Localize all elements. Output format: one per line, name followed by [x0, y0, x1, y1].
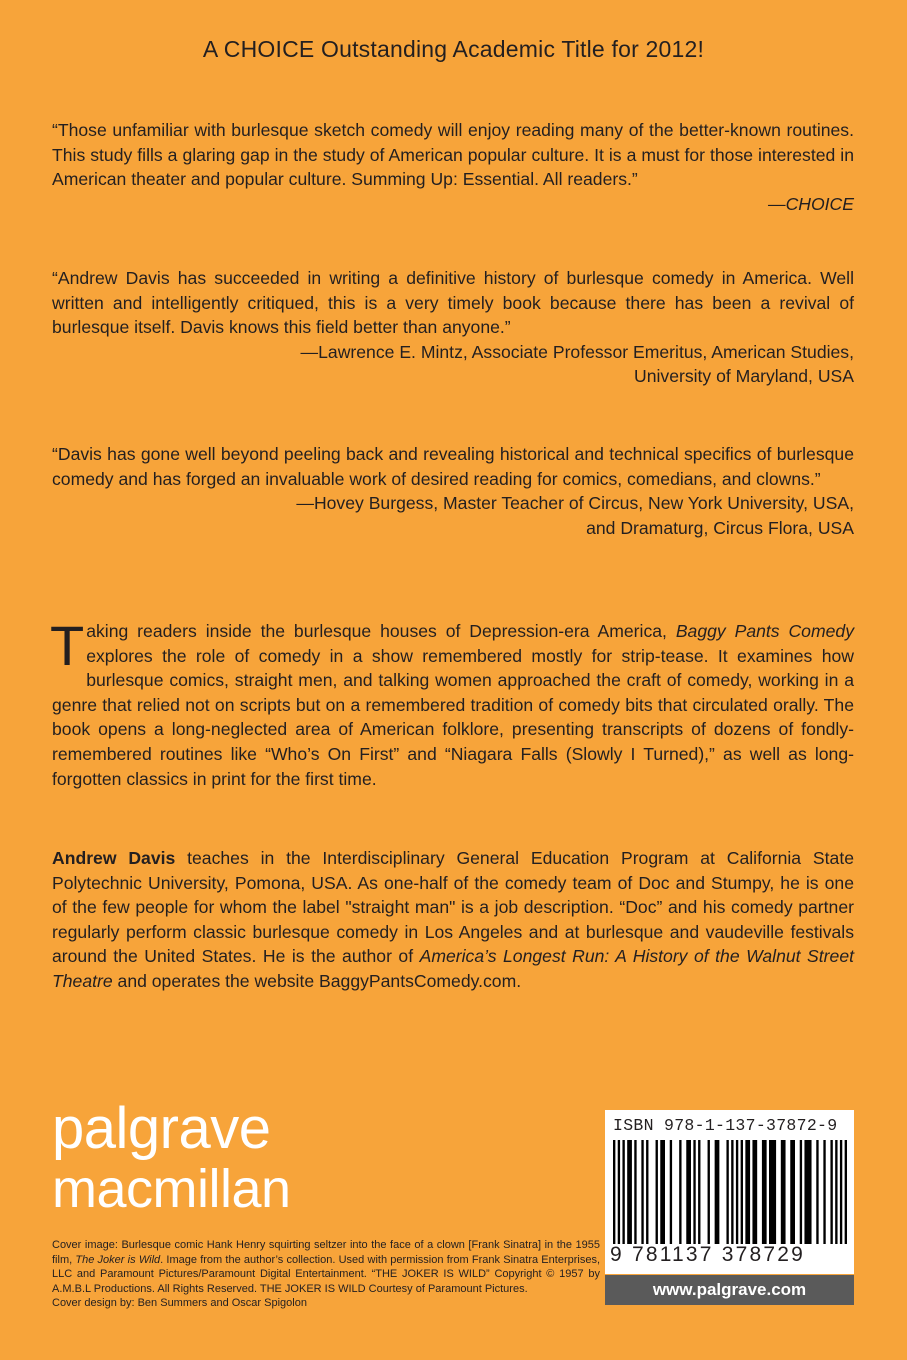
- review-quote: “Andrew Davis has succeeded in writing a definitive history of burlesque comedy in America. Well written and intelligently critiqued, this is a very timely book because there has been a revival of burlesque itself. Davis knows this field better than anyone.”: [52, 268, 854, 338]
- barcode-bar: [745, 1140, 750, 1244]
- barcode-bar: [670, 1140, 672, 1244]
- book-description: [50, 614, 854, 791]
- review-burgess: [52, 442, 854, 540]
- publisher-logo-line2: macmillan: [52, 1159, 291, 1219]
- review-choice: [52, 118, 854, 216]
- review-attribution-affiliation: University of Maryland, USA: [634, 366, 854, 387]
- barcode-bar: [641, 1140, 643, 1244]
- barcode-bar: [613, 1140, 615, 1244]
- barcode-bar: [715, 1140, 720, 1244]
- author-bio: [52, 846, 854, 994]
- author-bio-text: teaches in the Interdisciplinary General Education Program at California State Polytechnic University, Pomona, USA. As one-half of the comedy team of Doc and Stumpy, he is one of the few people for whom the label "straight man" is a job description. “Doc” and his comedy partner regularly perform classic burlesque comedy in Los Angeles and at burlesque and vaudeville festivals around the United States. He is the author of: [52, 848, 854, 967]
- design-credit: Cover design by: Ben Summers and Oscar Spigolon: [52, 1297, 307, 1310]
- barcode-bar: [752, 1140, 757, 1244]
- barcode-bar: [622, 1140, 624, 1244]
- review-attribution-affiliation: and Dramaturg, Circus Flora, USA: [586, 517, 854, 538]
- barcode-bar: [830, 1140, 832, 1244]
- isbn-barcode: [605, 1110, 854, 1274]
- barcode-bar: [769, 1140, 776, 1244]
- barcode-bar: [845, 1140, 847, 1244]
- barcode-bar: [708, 1140, 710, 1244]
- barcode-bar: [660, 1140, 665, 1244]
- barcode-bar: [618, 1140, 620, 1244]
- publisher-logo: [52, 1096, 291, 1219]
- barcode-bar: [823, 1140, 825, 1244]
- barcode-bar: [741, 1140, 743, 1244]
- barcode-bar: [762, 1140, 767, 1244]
- barcode-bar: [679, 1140, 681, 1244]
- barcode-bar: [835, 1140, 837, 1244]
- barcode-bar: [693, 1140, 695, 1244]
- barcode-bar: [804, 1140, 811, 1244]
- review-attribution: —Lawrence E. Mintz, Associate Professor Emeritus, American Studies,: [300, 341, 854, 362]
- barcode-bar: [686, 1140, 691, 1244]
- review-quote: “Davis has gone well beyond peeling back and revealing historical and technical specifics of burlesque comedy and has forged an invaluable work of desired reading for comics, comedians, and clowns.”: [52, 444, 854, 489]
- barcode-bar: [726, 1140, 728, 1244]
- barcode-bar: [634, 1140, 636, 1244]
- description-lead: aking readers inside the burlesque houses of Depression-era America,: [86, 621, 676, 641]
- other-book-title: America’s Longest Run: A History of the Walnut Street Theatre: [52, 946, 854, 991]
- cover-credits: Cover image: Burlesque comic Hank Henry squirting seltzer into the face of a clown [Frank Sinatra] in the 1955 film, The Joker is Wild. Image from the author’s collection. Used with permission from Frank Sinatra Enterprises, LLC and Paramount Pictures/Paramount Digital Entertainment. “THE JOKER IS WILD” Copyright © 1957 by A.M.B.L Productions. All Rights Reserved. THE JOKER IS WILD Courtesy of Paramount Pictures. Cover design by: Ben Summers and Oscar Spigolon: [52, 1239, 600, 1310]
- barcode-bar: [840, 1140, 842, 1244]
- headline: A CHOICE Outstanding Academic Title for 2012!: [202, 36, 705, 62]
- barcode-bars: [613, 1140, 847, 1244]
- ean-digits: 9 781137 378729: [610, 1243, 805, 1266]
- review-attribution: —CHOICE: [767, 193, 854, 214]
- barcode-bar: [646, 1140, 648, 1244]
- publisher-url[interactable]: www.palgrave.com: [605, 1275, 854, 1305]
- barcode-bar: [627, 1140, 632, 1244]
- barcode-bar: [816, 1140, 818, 1244]
- publisher-logo-line1: palgrave: [52, 1096, 271, 1161]
- barcode-bar: [698, 1140, 700, 1244]
- author-name: Andrew Davis: [52, 848, 176, 868]
- review-mintz: [52, 266, 854, 389]
- barcode-bar: [736, 1140, 738, 1244]
- barcode-bar: [800, 1140, 802, 1244]
- barcode-bar: [781, 1140, 786, 1244]
- dropcap: T: [50, 614, 85, 677]
- isbn-label: ISBN 978-1-137-37872-9: [613, 1116, 838, 1135]
- barcode-bar: [790, 1140, 795, 1244]
- review-quote: “Those unfamiliar with burlesque sketch comedy will enjoy reading many of the better-known routines. This study fills a glaring gap in the study of American popular culture. It is a must for those interested in American theater and popular culture. Summing Up: Essential. All readers.”: [52, 120, 854, 190]
- book-title: Baggy Pants Comedy: [675, 621, 854, 641]
- barcode-bar: [656, 1140, 658, 1244]
- barcode-bar: [731, 1140, 733, 1244]
- author-bio-text-end: and operates the website BaggyPantsComedy.com.: [112, 970, 522, 991]
- film-title: The Joker is Wild: [75, 1253, 161, 1266]
- description-text: explores the role of comedy in a show remembered mostly for strip-tease. It examines how burlesque comics, straight men, and talking women approached the craft of comedy, working in a genre that relied not on scripts but on a remembered tradition of comedy bits that circulated orally. The book opens a long-neglected area of American folklore, presenting transcripts of dozens of fondly-remembered routines like “Who’s On First” and “Niagara Falls (Slowly I Turned),” as well as long-forgotten classics in print for the first time.: [52, 645, 854, 789]
- review-attribution: —Hovey Burgess, Master Teacher of Circus, New York University, USA,: [296, 493, 854, 514]
